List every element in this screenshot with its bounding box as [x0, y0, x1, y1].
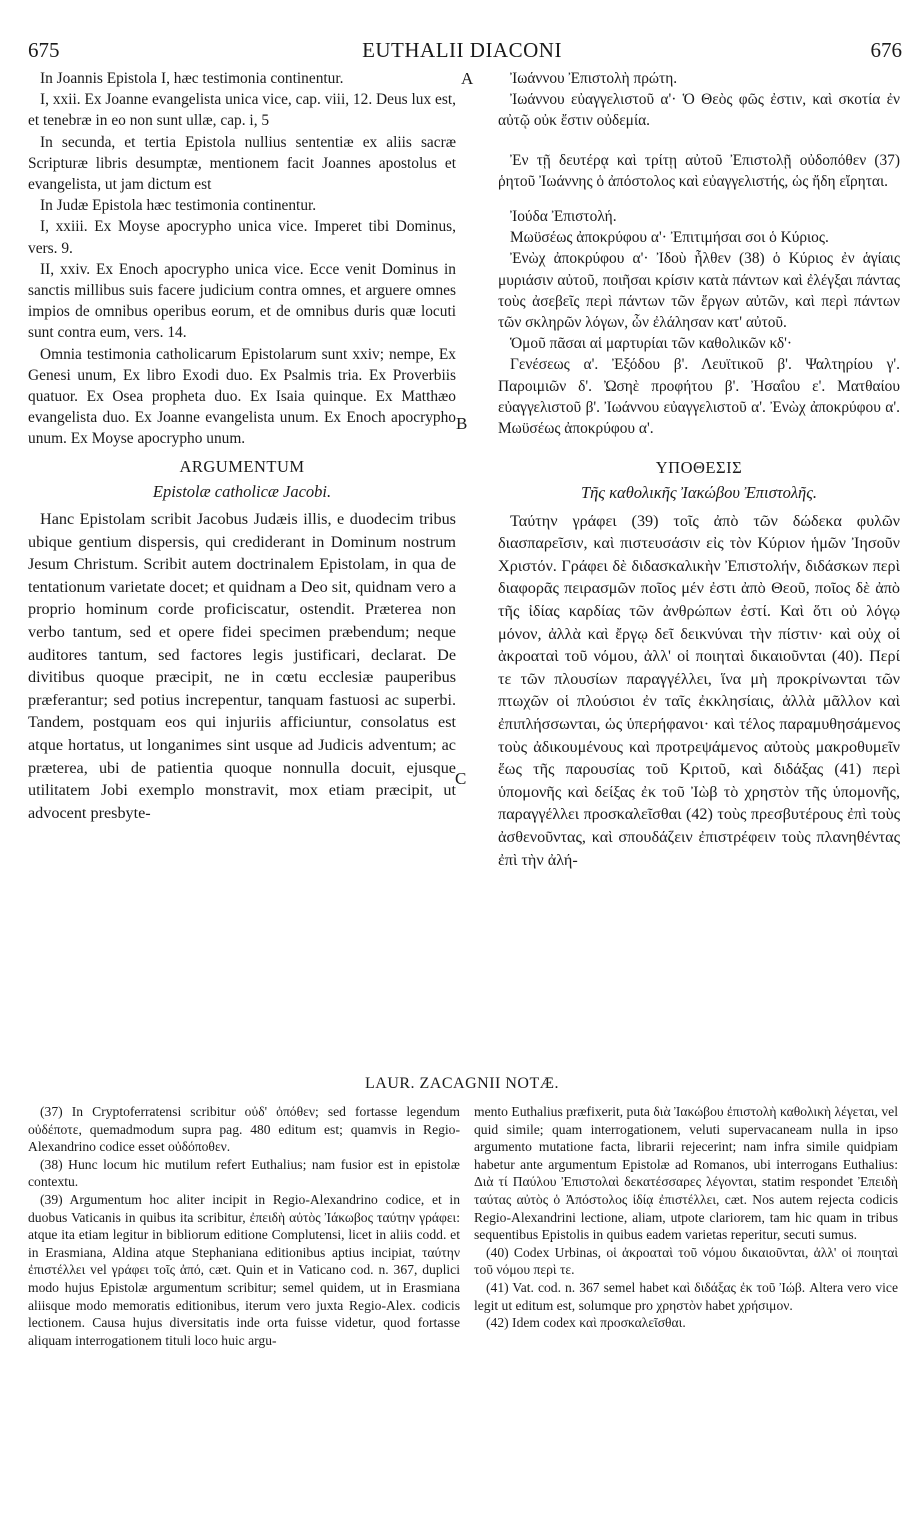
margin-marker-c: C — [455, 769, 467, 788]
latin-column — [28, 68, 456, 824]
greek-paragraph: Ὁμοῦ πᾶσαι αἱ μαρτυρίαι τῶν καθολικῶν κδ'· — [510, 335, 793, 353]
section-title-latin: ARGUMENTUM — [179, 456, 305, 476]
greek-paragraph: Ἰούδα Ἐπιστολή. — [510, 208, 617, 226]
page-number-right: 676 — [870, 38, 902, 62]
greek-argument: Ταύτην γράφει (39) τοῖς ἀπὸ τῶν δώδεκα φυλῶν διασπαρεῖσιν, καὶ πιστευσάσιν εἰς τὸν Κύριον ἡμῶν Ἰησοῦν Χριστόν. Γράφει δὲ διδασκαλικὴν Ἐπιστολήν, διδάσκων περὶ διαφορᾶς πειρασμῶν ποῖος μέν ἐστι ἀπὸ Θεοῦ, ποῖος δὲ ἀπὸ τῆς ἰδίας καρδίας τῶν ἀνθρώπων ἐστί. Καὶ ὅτι οὐ λόγῳ μόνον, ἀλλὰ καὶ ἔργῳ δεῖ δεικνύναι τὴν πίστιν· καὶ οὐχ οἱ ἀκροαταὶ τοῦ νόμου, ἀλλ' οἱ ποιηταὶ δικαιοῦνται (40). Περί τε τῶν πλουσίων παραγγέλλει, ἵνα μὴ προκρίνωνται τῶν πτωχῶν οἱ πλούσιοι ἐν ταῖς ἐκκλησίαις, ἀλλὰ μᾶλλον καὶ ἐπιπλήσσωνται, ὡς ὑπερήφανοι· καὶ τέλος παραμυθησάμενος τοὺς ἀδικουμένους καὶ προτρεψάμενος αὐτοὺς μακροθυμεῖν ἕως τῆς παρουσίας τοῦ Κριτοῦ, καὶ διδάξας (41) περὶ ὑπομονῆς καὶ δείξας ἐκ τοῦ Ἰὼβ τὸ χρηστὸν τῆς ὑπομονῆς, παραγγέλλει προσκαλεῖσθαι (42) τοὺς πρεσβυτέρους ἐπὶ τοὺς ἀσθενοῦντας, καὶ σπουδάζειν ἐπιστρέφειν τοὺς πλανηθέντας ἐπὶ τὴν ἀλή- — [498, 511, 900, 869]
footnote: (42) Idem codex καὶ προσκαλεῖσθαι. — [486, 1315, 686, 1331]
footnote: (37) In Cryptoferratensi scribitur οὐδ' ὁπόθεν; sed fortasse legendum οὐδέποτε, quemadmodum supra pag. 480 editum est; quamvis in Regio-Alexandrino codice esset οὐδόποθεν. — [28, 1104, 460, 1155]
greek-paragraph: Ἰωάννου Ἐπιστολὴ πρώτη. — [510, 70, 678, 87]
section-subtitle-latin: Epistolæ catholicæ Jacobi. — [152, 481, 332, 501]
footnote: (41) Vat. cod. n. 367 semel habet καὶ διδάξας ἐκ τοῦ Ἰώβ. Altera vero vice legit ut editum est, solumque pro χρηστὸν habet χρήσιμον. — [474, 1279, 898, 1313]
latin-paragraph: In secunda, et tertia Epistola nullius sententiæ ex aliis sacræ Scripturæ libris desumptæ, mentionem facit Joannes apostolus et evangelista, ut jam dictum est — [28, 133, 456, 194]
footnote: (38) Hunc locum hic mutilum refert Euthalius; nam fusior est in epistolæ contextu. — [28, 1156, 460, 1190]
margin-marker-b: B — [456, 414, 468, 433]
footnote: (39) Argumentum hoc aliter incipit in Regio-Alexandrino codice, et in duobus Vaticanis in quibus ita scribitur, ἐπειδὴ αὐτὸς Ἰάκωβος ταύτην γράφει: atque ita etiam legitur in bibliorum editione Complutensi, licet in aliis codd. et in Erasmiana, Aldina atque Stephaniana editionibus aptius incipiat, ταύτην ἐπιστέλλει vel γράφει τοῖς ἀπό, cæt. Quin et in Vaticano cod. n. 367, duplici modo hujus Epistolæ argumentum scribitur; semel quidem, ut in Erasmiana aliisque modo memoratis editionibus, iterum vero juxta Regio-Alex. codicis lectionem. Causa hujus diversitatis inde orta fuisse videtur, quod fortasse aliquam interrogationem tituli loco huic argu- — [28, 1191, 460, 1348]
notes-left-column — [28, 1103, 460, 1349]
margin-marker-a: A — [461, 69, 474, 88]
latin-paragraph: I, xxii. Ex Joanne evangelista unica vice, cap. viii, 12. Deus lux est, et tenebræ in eo non sunt ullæ, cap. i, 5 — [28, 91, 456, 130]
section-subtitle-greek: Τῆς καθολικῆς Ἰακώβου Ἐπιστολῆς. — [580, 483, 818, 503]
greek-paragraph: Ἰωάννου εὐαγγελιστοῦ α'· Ὁ Θεὸς φῶς ἐστιν, καὶ σκοτία ἐν αὐτῷ οὐκ ἔστιν οὐδεμία. — [498, 91, 900, 130]
page-number-left: 675 — [28, 38, 60, 62]
footnote: (40) Codex Urbinas, οἱ ἀκροαταὶ τοῦ νόμου δικαιοῦνται, ἀλλ' οἱ ποιηταὶ τοῦ νόμου περὶ τε. — [474, 1244, 898, 1278]
notes-right-column — [474, 1103, 898, 1332]
latin-argument: Hanc Epistolam scribit Jacobus Judæis illis, e duodecim tribus ubique gentium dispersis, qui crediderant in Dominum nostrum Jesum Christum. Scribit autem doctrinalem Epistolam, in qua de tentationum varietate docet; et quidnam a Deo sit, quidnam vero a proprio hominum corde proficiscatur, ostendit. Præterea non verbo tantum, sed et opere fidei specimen præbendum; neque auditores tantum, sed factores legis justificari, declarat. De divitibus quoque præcipit, ne in cœtu ecclesiæ pauperibus præferantur; sed potius increpentur, tanquam fastuosi ac superbi. Tandem, postquam eos qui injuriis afficiuntur, consolatus est atque hortatus, ut longanimes sint usque ad Judicis adventum; ac præterea, ubi de patientia quoque nonnulla docuit, ejusque utilitatem Jobi exemplo monstravit, mox etiam præcipit, ut advocent presbyte- — [28, 510, 456, 822]
greek-paragraph: Ἐν τῇ δευτέρᾳ καὶ τρίτῃ αὐτοῦ Ἐπιστολῇ οὐδοπόθεν (37) ῥητοῦ Ἰωάννης ὁ ἀπόστολος καὶ εὐαγγελιστής, ὡς ἤδη εἴρηται. — [498, 151, 900, 190]
greek-paragraph: Ἐνὼχ ἀποκρύφου α'· Ἰδοὺ ἦλθεν (38) ὁ Κύριος ἐν ἁγίαις μυριάσιν αὐτοῦ, ποιῆσαι κρίσιν κατὰ πάντων καὶ ἐλέγξαι πάντας τοὺς ἀσεβεῖς περὶ πάντων τῶν ἔργων αὐτῶν, καὶ περὶ πάντων τῶν σκληρῶν λόγων, ὧν ἐλάλησαν κατ' αὐτοῦ. — [498, 250, 900, 332]
greek-paragraph: Μωϋσέως ἀποκρύφου α'· Ἐπιτιμήσαι σοι ὁ Κύριος. — [510, 229, 829, 247]
latin-paragraph: II, xxiv. Ex Enoch apocrypho unica vice. Ecce venit Dominus in sanctis millibus suis facere judicium contra omnes, et arguere omnes impios de omnibus operibus eorum, et de omnibus duris quæ locuti sunt contra eum, vers. 14. — [28, 260, 456, 342]
greek-paragraph: Γενέσεως α'. Ἐξόδου β'. Λευϊτικοῦ β'. Ψαλτηρίου γ'. Παροιμιῶν δ'. Ὠσηὲ προφήτου β'. Ἠσαΐου ε'. Ματθαίου εὐαγγελιστοῦ β'. Ἰωάννου εὐαγγελιστοῦ α'. Ἐνὼχ ἀποκρύφου α'. Μωϋσέως ἀποκρύφου α'. — [498, 356, 900, 438]
greek-column — [498, 68, 900, 871]
latin-paragraph: Omnia testimonia catholicarum Epistolarum sunt xxiv; nempe, Ex Genesi unum, Ex libro Exodi duo. Ex Psalmis tria. Ex Proverbiis quatuor. Ex Osea propheta duo. Ex Isaia quinque. Ex Matthæo evangelista duo. Ex Joanne evangelista unum. Ex Enoch apocrypho unum. Ex Moyse apocrypho unum. — [28, 345, 456, 448]
latin-paragraph: In Joannis Epistola I, hæc testimonia continentur. — [40, 70, 344, 87]
page-header — [0, 38, 924, 64]
notes-title: LAUR. ZACAGNII NOTÆ. — [365, 1075, 559, 1092]
section-title-greek: ΥΠΟΘΕΣΙΣ — [655, 458, 743, 478]
footnote: mento Euthalius præfixerit, puta διὰ Ἰακώβου ἐπιστολὴ καθολικὴ λέγεται, vel quid simile; quam interrogationem, veluti supervacaneam nulla in ipso argumento mutatione facta, librarii rejecerint; nam infra simile quidpiam habetur ante argumentum Epistolæ ad Romanos, ubi interrogans Euthalius: Διὰ τί Παύλου Ἐπιστολαὶ δεκατέσσαρες λέγονται, statim respondet Ἐπειδὴ ταύτας αὐτὸς ὁ Ἀπόστολος ἰδίᾳ ἐπιστέλλει, cæt. Nos autem rejecta codicis Regio-Alexandrini lectione, aliam, utpote clariorem, tam hic quam in tribus sequentibus Epistolis in quibus eadem varietas reperitur, secuti sumus. — [474, 1104, 898, 1243]
latin-paragraph: In Judæ Epistola hæc testimonia continentur. — [40, 197, 317, 215]
latin-paragraph: I, xxiii. Ex Moyse apocrypho unica vice. Imperet tibi Dominus, vers. 9. — [28, 218, 456, 257]
running-title: EUTHALII DIACONI — [362, 38, 562, 62]
